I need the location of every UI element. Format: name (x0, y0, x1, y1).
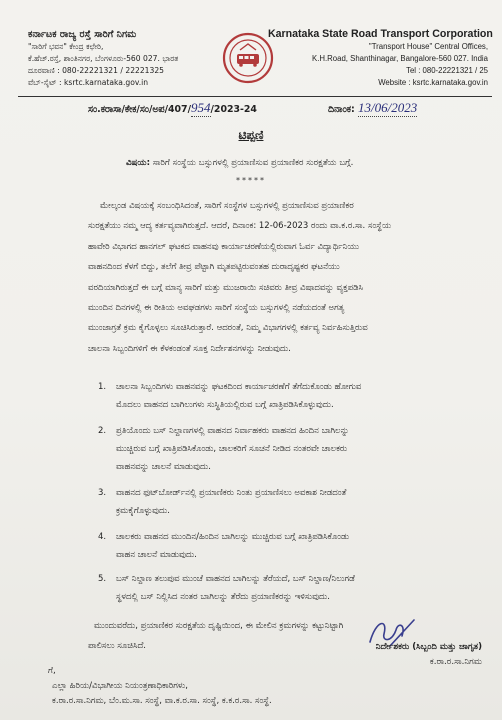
body-line: ವಾಹನದಿಂದ ಕೆಳಗೆ ಬಿದ್ದು, ತಲೆಗೆ ತೀವ್ರ ಪೆಟ್ಟಾಗಿ ಮೃತಪಟ್ಟಿರುವಂತಹ ದುರಾದೃಷ್ಟಕರ ಘಟನೆಯು (88, 262, 340, 273)
reference-suffix: /2023-24 (210, 104, 257, 115)
reference-row (88, 100, 478, 118)
body-line: ಮುಂದಿನ ದಿನಗಳಲ್ಲಿ ಈ ರೀತಿಯ ಅವಘಡಗಳು ಸಾರಿಗೆ ಸಂಸ್ಥೆಯ ಬಸ್ಸುಗಳಲ್ಲಿ ನಡೆಯದಂತೆ ಅಗತ್ಯ (88, 303, 345, 314)
instruction-number: 5. (98, 574, 107, 584)
instruction-line: ಮುಚ್ಚಿರುವ ಬಗ್ಗೆ ಖಾತ್ರಿಪಡಿಸಿಕೊಂಡು, ಚಾಲಕರಿಗೆ ಸೂಚನೆ ನೀಡಿದ ನಂತರವೇ ಚಾಲಕರು (116, 444, 348, 454)
instruction-line: ಮೊದಲು ವಾಹನದ ಬಾಗಿಲುಗಳು ಸುಸ್ಥಿತಿಯಲ್ಲಿರುವ ಬಗ್ಗೆ ಖಾತ್ರಿಪಡಿಸಿಕೊಳ್ಳುವುದು. (116, 400, 334, 410)
website-line: ವೆಬ್-ಸೈಟ್ : ksrtc.karnataka.gov.in (28, 78, 149, 87)
subject-text: ಸಾರಿಗೆ ಸಂಸ್ಥೆಯ ಬಸ್ಸುಗಳಲ್ಲಿ ಪ್ರಯಾಣಿಸುವ ಪ್ರಯಾಣಿಕರ ಸುರಕ್ಷತೆಯ ಬಗ್ಗೆ. (152, 158, 354, 168)
instruction-number: 4. (98, 532, 107, 542)
org-name-english: Karnataka State Road Transport Corporation (268, 28, 493, 40)
org-name-kannada: ಕರ್ನಾಟಕ ರಾಜ್ಯ ರಸ್ತೆ ಸಾರಿಗೆ ನಿಗಮ (28, 29, 137, 40)
header-kannada (28, 28, 218, 89)
closing-line: ಮುಂದುವರೆದು, ಪ್ರಯಾಣಿಕರ ಸುರಕ್ಷತೆಯ ದೃಷ್ಟಿಯಿಂದ, ಈ ಮೇಲಿನ ಕ್ರಮಗಳನ್ನು ಕಟ್ಟುನಿಟ್ಟಾಗಿ (94, 621, 344, 631)
instruction-line: ವಾಹನ ಚಾಲನೆ ಮಾಡುವುದು. (116, 550, 197, 560)
instruction-number: 3. (98, 488, 107, 498)
signatory-title: ನಿರ್ದೇಶಕರು (ಸಿಬ್ಬಂದಿ ಮತ್ತು ಜಾಗೃತ) (375, 642, 482, 652)
reference-handwritten: 954 (191, 100, 211, 115)
instruction-line: ವಾಹನವನ್ನು ಚಾಲನೆ ಮಾಡುವುದು. (116, 462, 211, 472)
header-english (268, 28, 493, 89)
header-divider (18, 96, 492, 97)
recipients-line: ಕ.ರಾ.ರ.ಸಾ.ನಿಗಮ, ಬೆಂ.ಮ.ಸಾ. ಸಂಸ್ಥೆ, ವಾ.ಕ.ರ.ಸಾ. ಸಂಸ್ಥೆ, ಕ.ಕ.ರ.ಸಾ. ಸಂಸ್ಥೆ. (52, 696, 272, 706)
instruction-line: ಕ್ರಮಕೈಗೊಳ್ಳುವುದು. (116, 506, 170, 516)
instruction-line: ವಾಹನದ ಫುಟ್‌ಬೋರ್ಡ್‌ನಲ್ಲಿ ಪ್ರಯಾಣಿಕರು ನಿಂತು ಪ್ರಯಾಣಿಸಲು ಅವಕಾಶ ನೀಡದಂತೆ (116, 488, 347, 498)
recipients-block (48, 664, 272, 709)
body-line: ಚಾಲನಾ ಸಿಬ್ಬಂದಿಗಳಿಗೆ ಈ ಕೆಳಕಂಡಂತೆ ಸೂಕ್ತ ನಿರ್ದೇಶನಗಳನ್ನು ನೀಡುವುದು. (88, 343, 291, 354)
instruction-number: 2. (98, 426, 107, 436)
instruction-number: 1. (98, 382, 107, 392)
date-field (328, 100, 417, 117)
website-line: Website : ksrtc.karnataka.gov.in (378, 78, 488, 87)
subject-label: ವಿಷಯ: (126, 158, 151, 168)
phone-line: Tel : 080-22221321 / 25 (406, 66, 488, 75)
phone-line: ದೂರವಾಣಿ : 080-22221321 / 22221325 (28, 66, 165, 75)
body-line: ಸುರಕ್ಷತೆಯು ನಮ್ಮ ಆದ್ಯ ಕರ್ತವ್ಯವಾಗಿರುತ್ತದೆ. ಆದರೆ, ದಿನಾಂಕ: 12-06-2023 ರಂದು ವಾ.ಕ.ರ.ಸಾ. ಸಂಸ್ಥೆಯ (88, 221, 392, 232)
instruction-line: ಚಾಲಕರು ವಾಹನದ ಮುಂದಿನ/ಹಿಂದಿನ ಬಾಗಿಲನ್ನು ಮುಚ್ಚಿರುವ ಬಗ್ಗೆ ಖಾತ್ರಿಪಡಿಸಿಕೊಂಡು (116, 532, 350, 542)
address-line: "Transport House" Central Offices, (368, 42, 488, 51)
separator-stars: ***** (236, 176, 266, 185)
reference-number (88, 100, 257, 117)
address-line: K.H.Road, Shanthinagar, Bangalore-560 027. India (312, 54, 488, 63)
instruction-line: ಸ್ಥಳದಲ್ಲಿ ಬಸ್ ನಿಲ್ಲಿಸಿದ ನಂತರ ಬಾಗಿಲನ್ನು ತೆರೆದು ಪ್ರಯಾಣಿಕರನ್ನು ಇಳಿಸುವುದು. (116, 592, 330, 602)
date-label: ದಿನಾಂಕ: (328, 104, 355, 115)
body-line: ಮೇಲ್ಕಂಡ ವಿಷಯಕ್ಕೆ ಸಂಬಂಧಿಸಿದಂತೆ, ಸಾರಿಗೆ ಸಂಸ್ಥೆಗಳ ಬಸ್ಸುಗಳಲ್ಲಿ ಪ್ರಯಾಣಿಸುವ ಪ್ರಯಾಣಿಕರ (100, 201, 354, 211)
instruction-line: ಪ್ರತಿಯೊಂದು ಬಸ್ ನಿಲ್ದಾಣಗಳಲ್ಲಿ ವಾಹನದ ನಿರ್ವಾಹಕರು ವಾಹನದ ಹಿಂದಿನ ಬಾಗಿಲನ್ನು (116, 426, 350, 436)
date-value: 13/06/2023 (357, 100, 418, 115)
ksrtc-emblem-icon (222, 32, 274, 84)
signatory-block (376, 640, 482, 670)
address-line: "ಸಾರಿಗೆ ಭವನ" ಕೇಂದ್ರ ಕಛೇರಿ, (28, 42, 104, 51)
subject-line (126, 158, 353, 168)
closing-line: ಪಾಲಿಸಲು ಸೂಚಿಸಿದೆ. (88, 641, 146, 651)
body-line: ಮುಂಜಾಗ್ರತೆ ಕ್ರಮ ಕೈಗೊಳ್ಳಲು ಸೂಚಿಸಿರುತ್ತಾರೆ. ಆದರಂತೆ, ನಿಮ್ಮ ವಿಭಾಗಗಳಲ್ಲಿ ಕರ್ತವ್ಯ ನಿರ್ವಹಿಸುತ್ತಿರುವ (88, 323, 368, 334)
body-line: ಹಾವೇರಿ ವಿಭಾಗದ ಹಾನಗಲ್ ಘಟಕದ ವಾಹನವು ಕಾರ್ಯಾಚರಣೆಯಲ್ಲಿರುವಾಗ ಓರ್ವ ವಿದ್ಯಾರ್ಥಿನಿಯು (88, 241, 360, 252)
body-paragraph (88, 196, 480, 359)
document-title: ಟಿಪ್ಪಣಿ (238, 128, 264, 142)
signatory-org: ಕ.ರಾ.ರ.ಸಾ.ನಿಗಮ (429, 657, 482, 667)
body-line: ವರದಿಯಾಗಿರುತ್ತದೆ ಈ ಬಗ್ಗೆ ಮಾನ್ಯ ಸಾರಿಗೆ ಮತ್ತು ಮುಜರಾಯಿ ಸಚಿವರು ತೀವ್ರ ವಿಷಾದವನ್ನು ವ್ಯಕ್ತಪಡಿಸಿ (88, 282, 364, 293)
instruction-line: ಬಸ್ ನಿಲ್ದಾಣ ತಲುಪುವ ಮುಂಚೆ ವಾಹನದ ಬಾಗಿಲನ್ನು ತೆರೆಯದೆ, ಬಸ್ ನಿಲ್ದಾಣ/ನಿಲುಗಡೆ (116, 574, 355, 584)
instruction-line: ಚಾಲನಾ ಸಿಬ್ಬಂದಿಗಳು ವಾಹನವನ್ನು ಘಟಕದಿಂದ ಕಾರ್ಯಾಚರಣೆಗೆ ತೆಗೆದುಕೊಂಡು ಹೋಗುವ (116, 382, 362, 392)
reference-prefix: ಸಂ.ಕರಾಸಾ/ಕೇಕ/ಸಂ/ಅಪ/407/ (88, 104, 191, 115)
recipients-label: ಗೆ, (48, 666, 56, 676)
address-line: ಕೆ.ಹೆಚ್.ರಸ್ತೆ, ಶಾಂತಿನಗರ, ಬೆಂಗಳೂರು-560 027. ಭಾರತ (28, 54, 179, 63)
recipients-line: ಎಲ್ಲಾ ಹಿರಿಯ/ವಿಭಾಗೀಯ ನಿಯಂತ್ರಣಾಧಿಕಾರಿಗಳು, (52, 681, 188, 691)
